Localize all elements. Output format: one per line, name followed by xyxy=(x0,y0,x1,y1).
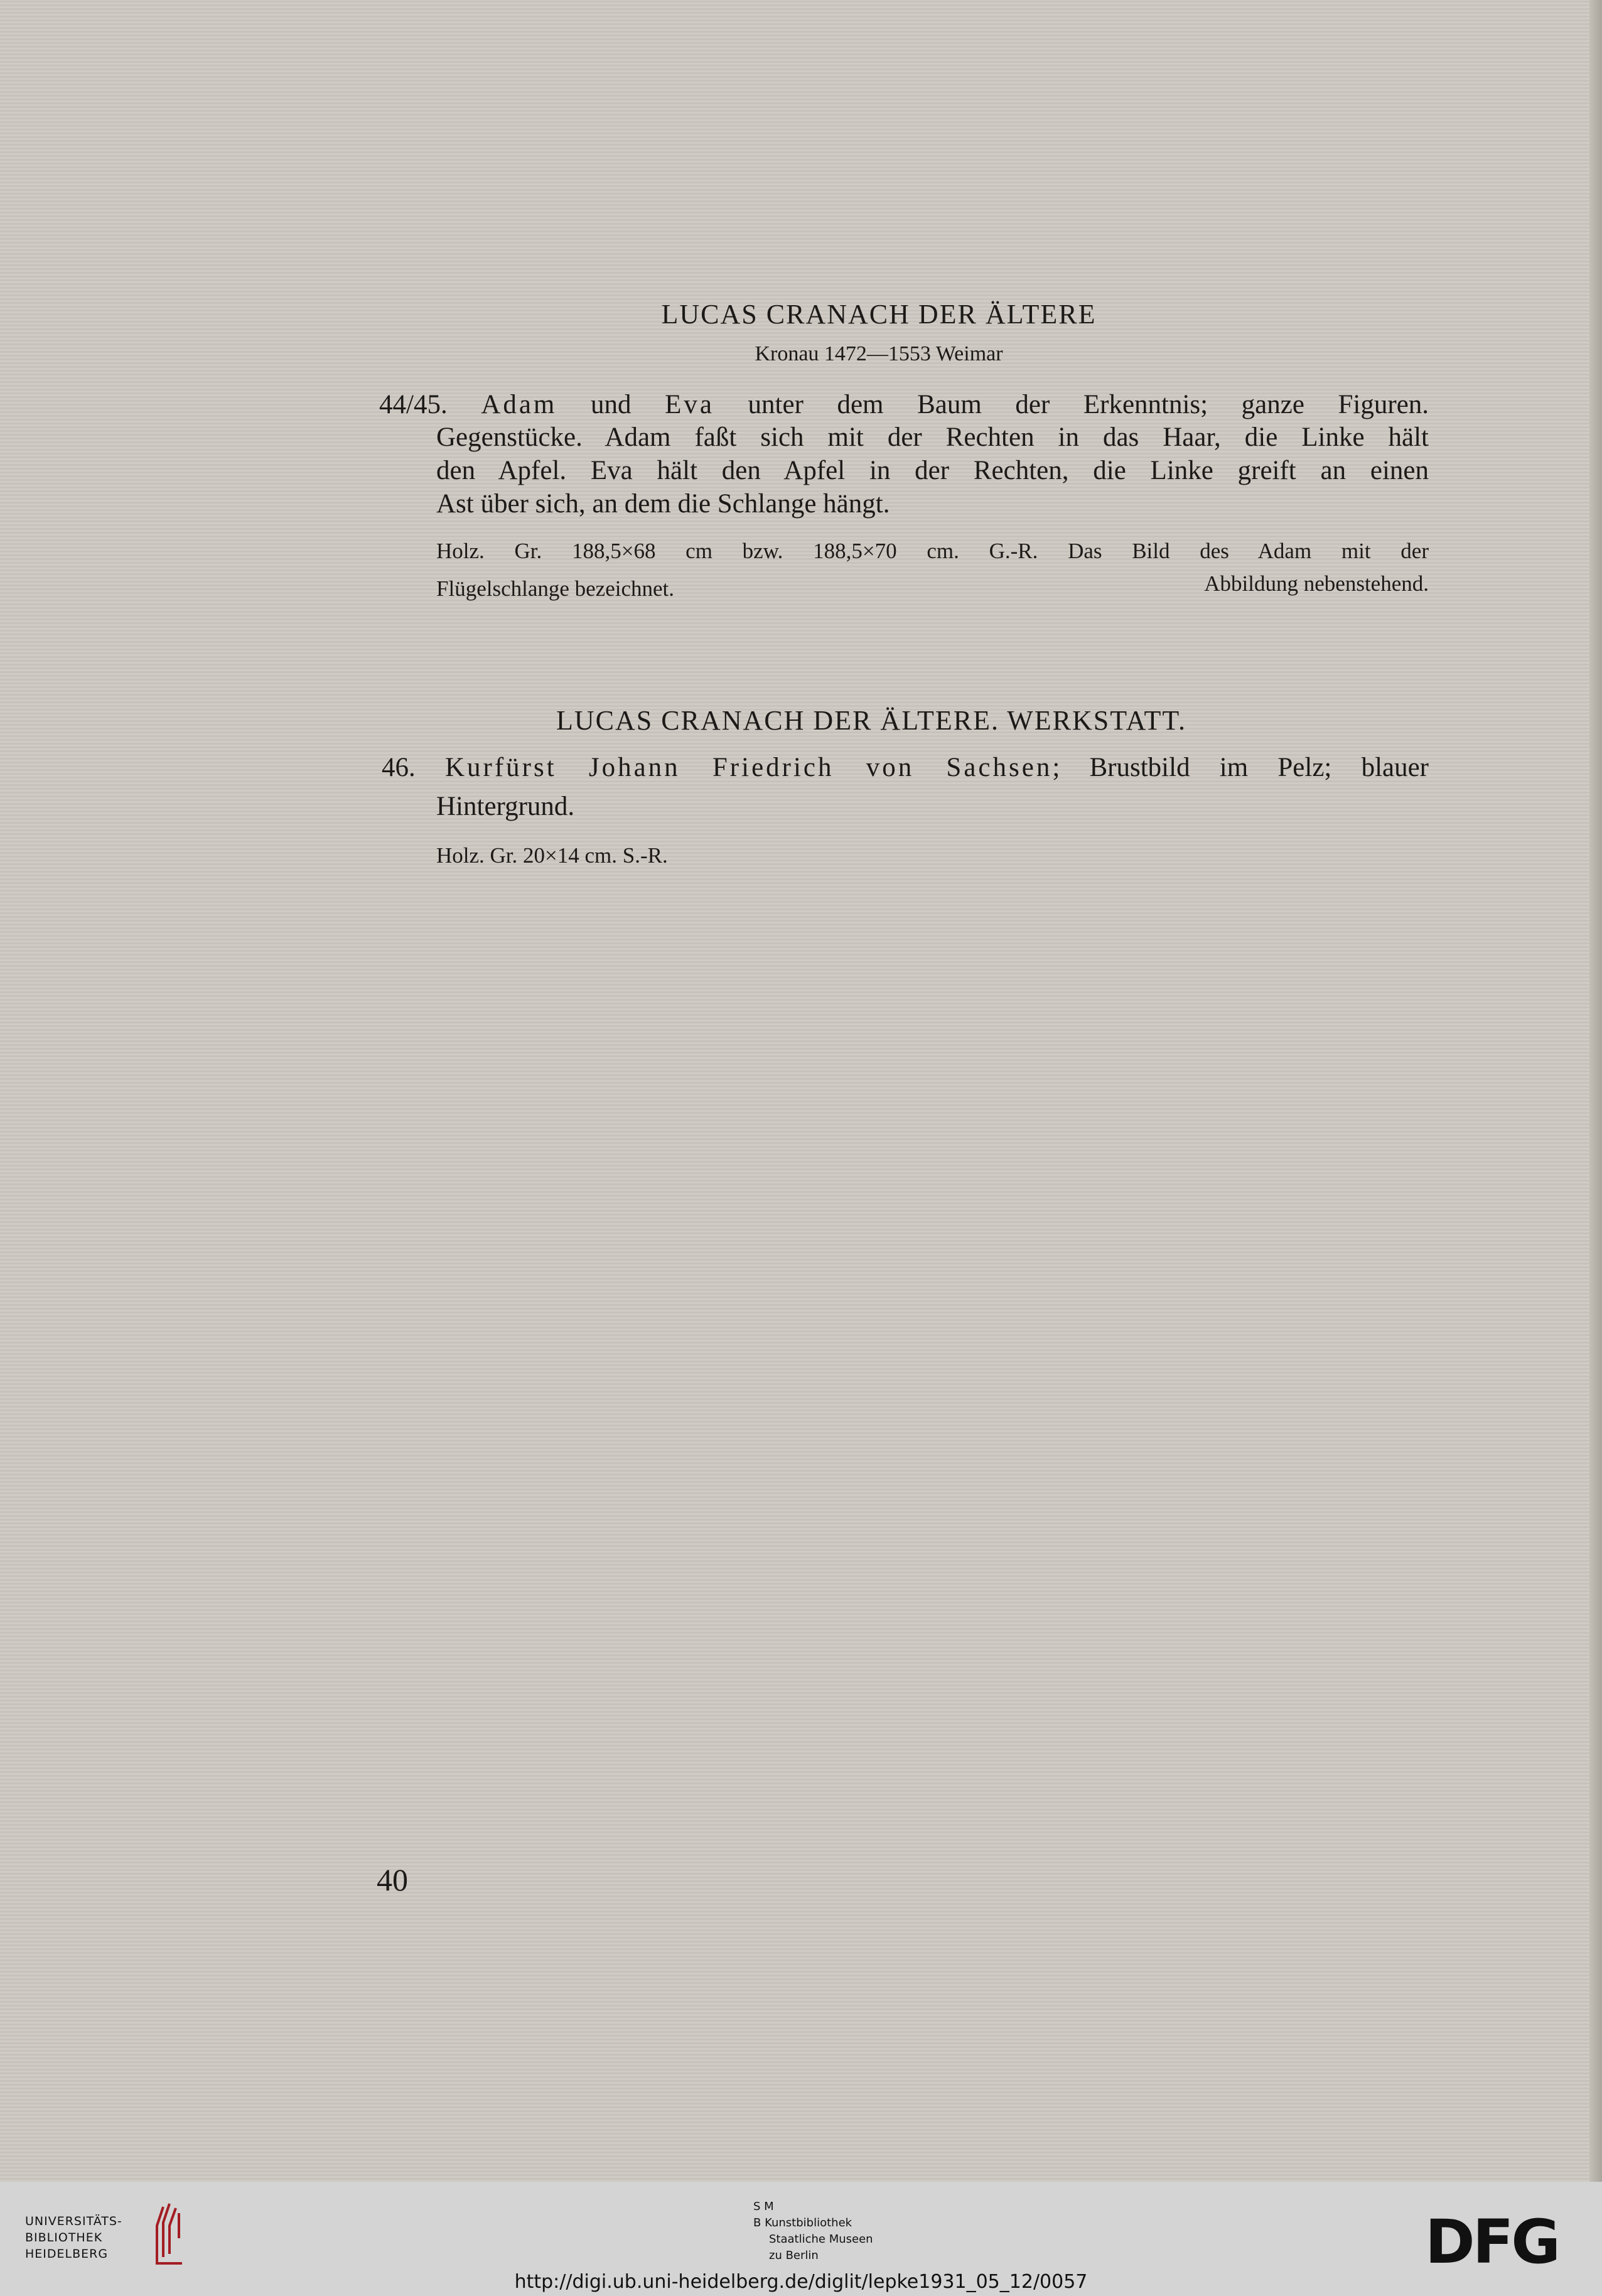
permalink-url[interactable]: http://digi.ub.uni-heidelberg.de/diglit/lepke1931_05_12/0057 xyxy=(514,2271,1088,2293)
entry-44-45-line3: den Apfel. Eva hält den Apfel in der Rechten, die Linke greift an einen xyxy=(436,456,1429,485)
entry-44-45-title-line xyxy=(379,389,1429,420)
smb-line: S M xyxy=(753,2200,774,2213)
entry-46-line2: Hintergrund. xyxy=(436,792,575,821)
page-number: 40 xyxy=(377,1862,408,1897)
title-eva: Eva xyxy=(665,390,714,419)
artist-heading: LUCAS CRANACH DER ÄLTERE xyxy=(661,299,1097,330)
smb-line: Staatliche Museen xyxy=(769,2233,873,2246)
artist-lifespan: Kronau 1472—1553 Weimar xyxy=(755,342,1003,365)
entry-number: 44/45. xyxy=(379,390,448,419)
ub-heidelberg-logo-text xyxy=(25,2213,122,2262)
title-rest: unter dem Baum der Erkenntnis; ganze Figuren. xyxy=(748,390,1429,419)
dfg-logo: DFG xyxy=(1425,2207,1559,2277)
entry-44-45-details: Holz. Gr. 188,5×68 cm bzw. 188,5×70 cm. G.-R. Das Bild des Adam mit der xyxy=(436,539,1429,563)
entry-46-details: Holz. Gr. 20×14 cm. S.-R. xyxy=(436,843,668,868)
entry-number: 46. xyxy=(382,753,416,782)
smb-line: B Kunstbibliothek xyxy=(753,2216,852,2229)
illustration-note: Abbildung nebenstehend. xyxy=(1204,571,1429,596)
title-adam: Adam xyxy=(481,390,557,419)
smb-line: zu Berlin xyxy=(769,2249,819,2262)
entry-44-45-line2: Gegenstücke. Adam faßt sich mit der Rechten in das Haar, die Linke hält xyxy=(436,423,1429,452)
title-und: und xyxy=(590,390,632,419)
smb-kunstbibliothek-logo xyxy=(753,2199,873,2264)
entry-44-45-details-2: Flügelschlange bezeichnet. xyxy=(436,576,675,601)
entry-44-45-line4: Ast über sich, an dem die Schlange hängt. xyxy=(436,489,890,519)
workshop-heading: LUCAS CRANACH DER ÄLTERE. WERKSTATT. xyxy=(556,705,1186,736)
title-rest: ; Brustbild im Pelz; blauer xyxy=(1052,753,1429,782)
ub-logo-line: UNIVERSITÄTS- xyxy=(25,2214,122,2228)
ub-logo-line: HEIDELBERG xyxy=(25,2247,109,2261)
footer xyxy=(0,2182,1602,2296)
ub-heidelberg-logo-icon xyxy=(144,2201,195,2270)
entry-46-title-line xyxy=(382,752,1429,783)
title-kurfuerst: Kurfürst Johann Friedrich von Sachsen xyxy=(444,753,1053,782)
ub-logo-line: BIBLIOTHEK xyxy=(25,2231,103,2245)
